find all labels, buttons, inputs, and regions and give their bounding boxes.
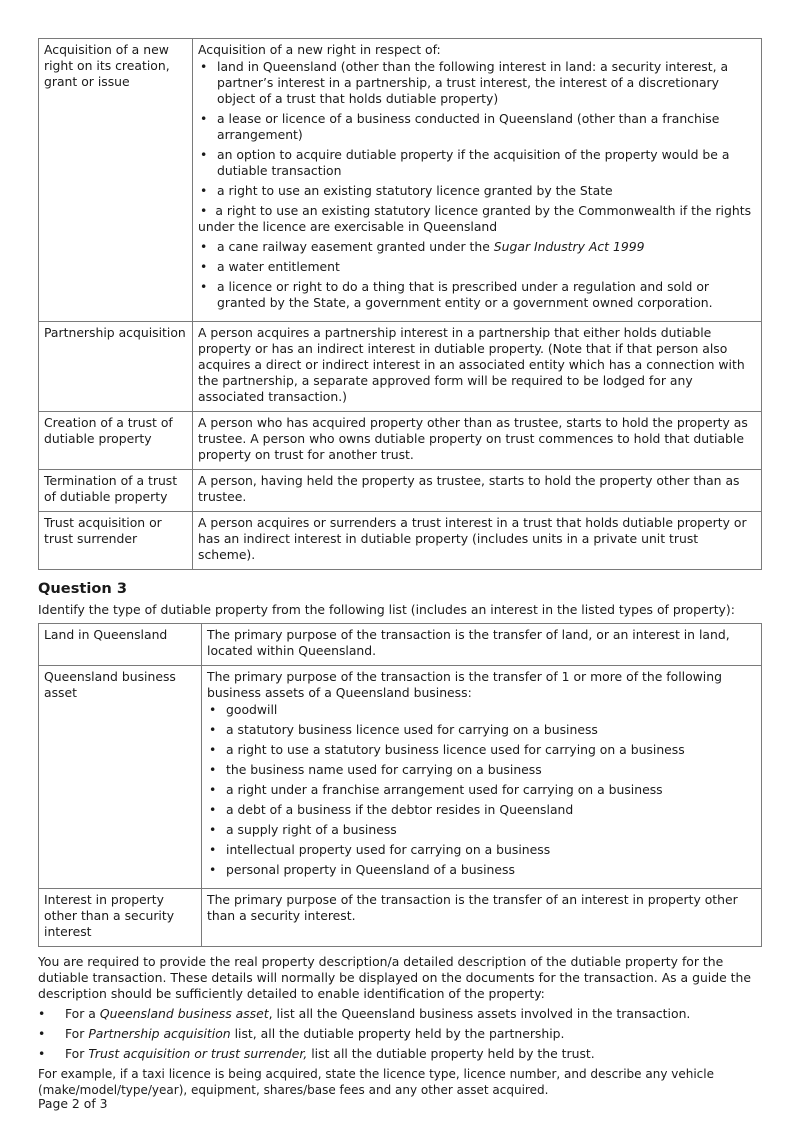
row-label: Trust acquisition or trust surrender [39, 512, 193, 570]
list-item-text: a cane railway easement granted under the [217, 239, 494, 254]
row-description [202, 666, 762, 889]
question-3-heading: Question 3 [38, 580, 128, 597]
business-asset-list [207, 702, 756, 878]
row-description: The primary purpose of the transaction is the transfer of an interest in property other than a security interest. [202, 889, 762, 947]
list-item: • a right to use an existing statutory licence granted by the State [198, 183, 756, 199]
row-description: A person who has acquired property other than as trustee, starts to hold the property as trustee. A person who owns dutiable property on trust commences to hold that dutiable property on trust for another trust. [193, 412, 762, 470]
list-item: • an option to acquire dutiable property if the acquisition of the property would be a dutiable transaction [198, 147, 756, 179]
bullet-text: list, all the dutiable property held by the partnership. [230, 1026, 565, 1041]
page-number: Page 2 of 3 [38, 1096, 108, 1111]
table-row [39, 512, 762, 570]
list-item: • a water entitlement [198, 259, 756, 275]
table-row [39, 889, 762, 947]
example-note: For example, if a taxi licence is being acquired, state the licence type, licence number, and describe any vehicle (make/model/type/year), equipment, shares/base fees and any other asset acquired. [38, 1067, 714, 1097]
list-item: • a right to use an existing statutory licence granted by the Commonwealth if the rights under the licence are exercisable in Queensland [198, 203, 756, 235]
description-paragraph: You are required to provide the real property description/a detailed description of the dutiable property for the dutiable transaction. These details will normally be displayed on the documents for the transaction. As a guide the description should be sufficiently detailed to enable identification of the property: [38, 954, 752, 1001]
row-description: A person, having held the property as trustee, starts to hold the property other than as trustee. [193, 470, 762, 512]
bullet-emphasis: Queensland business asset [99, 1006, 269, 1021]
question-3-intro: Identify the type of dutiable property from the following list (includes an interest in the listed types of property): [38, 602, 735, 617]
table-row [39, 624, 762, 666]
list-item [38, 1026, 761, 1042]
row-description: A person acquires a partnership interest in a partnership that either holds dutiable property or has an indirect interest in dutiable property. (Note that if that person also acquires a direct or indirect interest in an associated entity which has a connection with the partnership, a separate approved form will be required to be lodged for any associated transaction.) [193, 322, 762, 412]
list-item: • a debt of a business if the debtor resides in Queensland [207, 802, 756, 818]
bullet-text: list all the dutiable property held by the trust. [307, 1046, 595, 1061]
row-label: Queensland business asset [39, 666, 202, 889]
list-item: • a right under a franchise arrangement used for carrying on a business [207, 782, 756, 798]
list-item: • a lease or licence of a business conducted in Queensland (other than a franchise arrangement) [198, 111, 756, 143]
list-item: • the business name used for carrying on a business [207, 762, 756, 778]
description-bullets [38, 1006, 761, 1062]
property-types-table [38, 623, 762, 947]
list-item: • personal property in Queensland of a business [207, 862, 756, 878]
document-page [38, 38, 761, 1098]
table-row [39, 39, 762, 322]
row-description: The primary purpose of the transaction is the transfer of land, or an interest in land, located within Queensland. [202, 624, 762, 666]
list-item [38, 1046, 761, 1062]
list-item: • land in Queensland (other than the following interest in land: a security interest, a partner’s interest in a partnership, a trust interest, the interest of a discretionary object of a trust that holds dutiable property) [198, 59, 756, 107]
table-row [39, 412, 762, 470]
list-item: • a right to use a statutory business licence used for carrying on a business [207, 742, 756, 758]
row-description: A person acquires or surrenders a trust interest in a trust that holds dutiable property or has an indirect interest in dutiable property (includes units in a private unit trust scheme). [193, 512, 762, 570]
list-item: • a statutory business licence used for carrying on a business [207, 722, 756, 738]
list-item: • a licence or right to do a thing that is prescribed under a regulation and sold or granted by the State, a government entity or a government owned corporation. [198, 279, 756, 311]
row-label: Creation of a trust of dutiable property [39, 412, 193, 470]
table-row [39, 322, 762, 412]
row-label: Land in Queensland [39, 624, 202, 666]
table-row [39, 470, 762, 512]
list-item [38, 1006, 761, 1022]
bullet-text: For a [65, 1006, 100, 1021]
row-label: Interest in property other than a security interest [39, 889, 202, 947]
list-item [198, 239, 756, 255]
row-label: Acquisition of a new right on its creation, grant or issue [39, 39, 193, 322]
transaction-types-table [38, 38, 762, 570]
bullet-emphasis: Partnership acquisition [88, 1026, 231, 1041]
new-right-list [198, 59, 756, 311]
bullet-text: For [65, 1046, 89, 1061]
row-intro: The primary purpose of the transaction is the transfer of 1 or more of the following business assets of a Queensland business: [207, 669, 722, 700]
bullet-text: , list all the Queensland business assets involved in the transaction. [268, 1006, 691, 1021]
list-item: • goodwill [207, 702, 756, 718]
act-name: Sugar Industry Act 1999 [493, 239, 645, 254]
list-item: • intellectual property used for carrying on a business [207, 842, 756, 858]
row-label: Partnership acquisition [39, 322, 193, 412]
bullet-emphasis: Trust acquisition or trust surrender, [88, 1046, 308, 1061]
bullet-text: For [65, 1026, 89, 1041]
row-description [193, 39, 762, 322]
table-row [39, 666, 762, 889]
row-label: Termination of a trust of dutiable property [39, 470, 193, 512]
row-intro: Acquisition of a new right in respect of: [198, 42, 441, 57]
list-item: • a supply right of a business [207, 822, 756, 838]
